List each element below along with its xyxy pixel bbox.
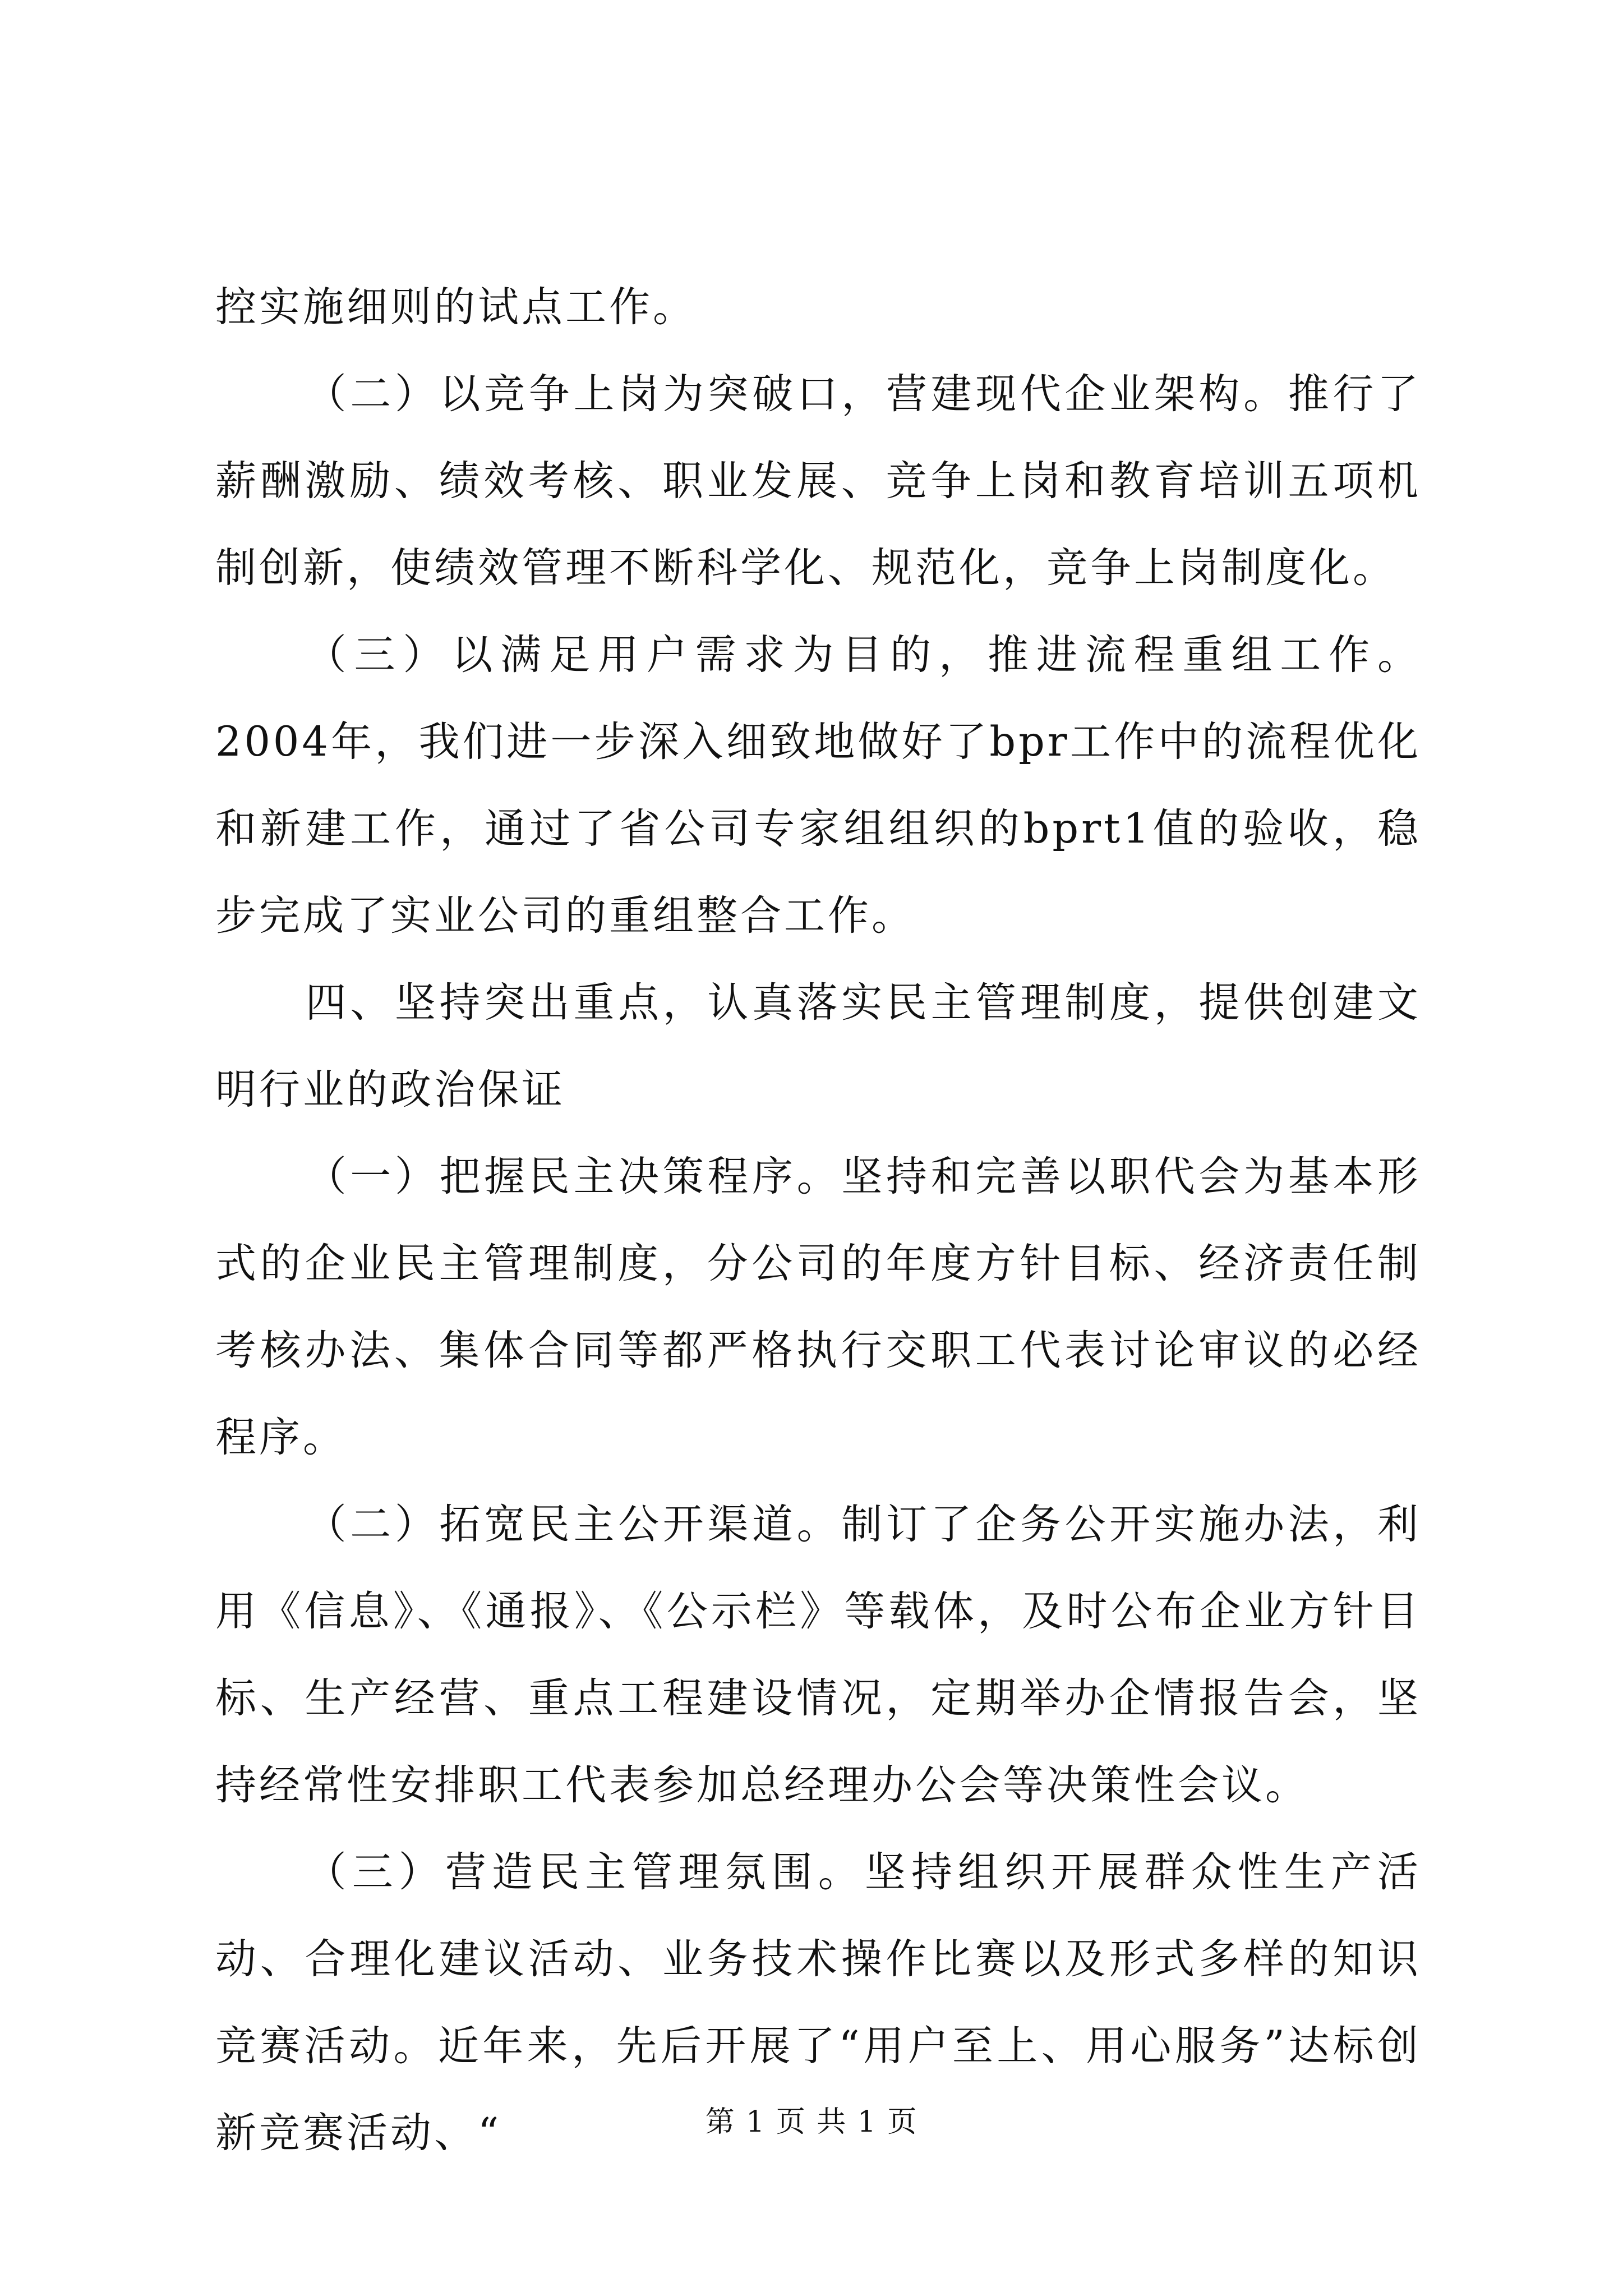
paragraph: （二）拓宽民主公开渠道。制订了企务公开实施办法，利用《信息》、《通报》、《公示栏》等载体，及时公布企业方针目标、生产经营、重点工程建设情况，定期举办企情报告会，坚持经常性安排职工代表参加总经理办公会等决策性会议。	[215, 1501, 1421, 1809]
paragraph: （三）以满足用户需求为目的，推进流程重组工作。2004年，我们进一步深入细致地做好了bpr工作中的流程优化和新建工作，通过了省公司专家组组织的bprt1值的验收，稳步完成了实业公司的重组整合工作。	[215, 631, 1421, 940]
paragraph: （一）把握民主决策程序。坚持和完善以职代会为基本形式的企业民主管理制度，分公司的年度方针目标、经济责任制考核办法、集体合同等都严格执行交职工代表讨论审议的必经程序。	[215, 1153, 1421, 1461]
page-footer: 第 1 页 共 1 页	[705, 2105, 918, 2139]
document-body	[215, 264, 1421, 2177]
paragraph: （二）以竞争上岗为突破口，营建现代企业架构。推行了薪酬激励、绩效考核、职业发展、竞争上岗和教育培训五项机制创新，使绩效管理不断科学化、规范化，竞争上岗制度化。	[215, 370, 1421, 592]
section-heading: 四、坚持突出重点，认真落实民主管理制度，提供创建文明行业的政治保证	[215, 979, 1421, 1114]
paragraph: （三）营造民主管理氛围。坚持组织开展群众性生产活动、合理化建议活动、业务技术操作比赛以及形式多样的知识竞赛活动。近年来，先后开展了“用户至上、用心服务”达标创新竞赛活动、“	[215, 1848, 1421, 2157]
paragraph: 控实施细则的试点工作。	[215, 283, 697, 331]
